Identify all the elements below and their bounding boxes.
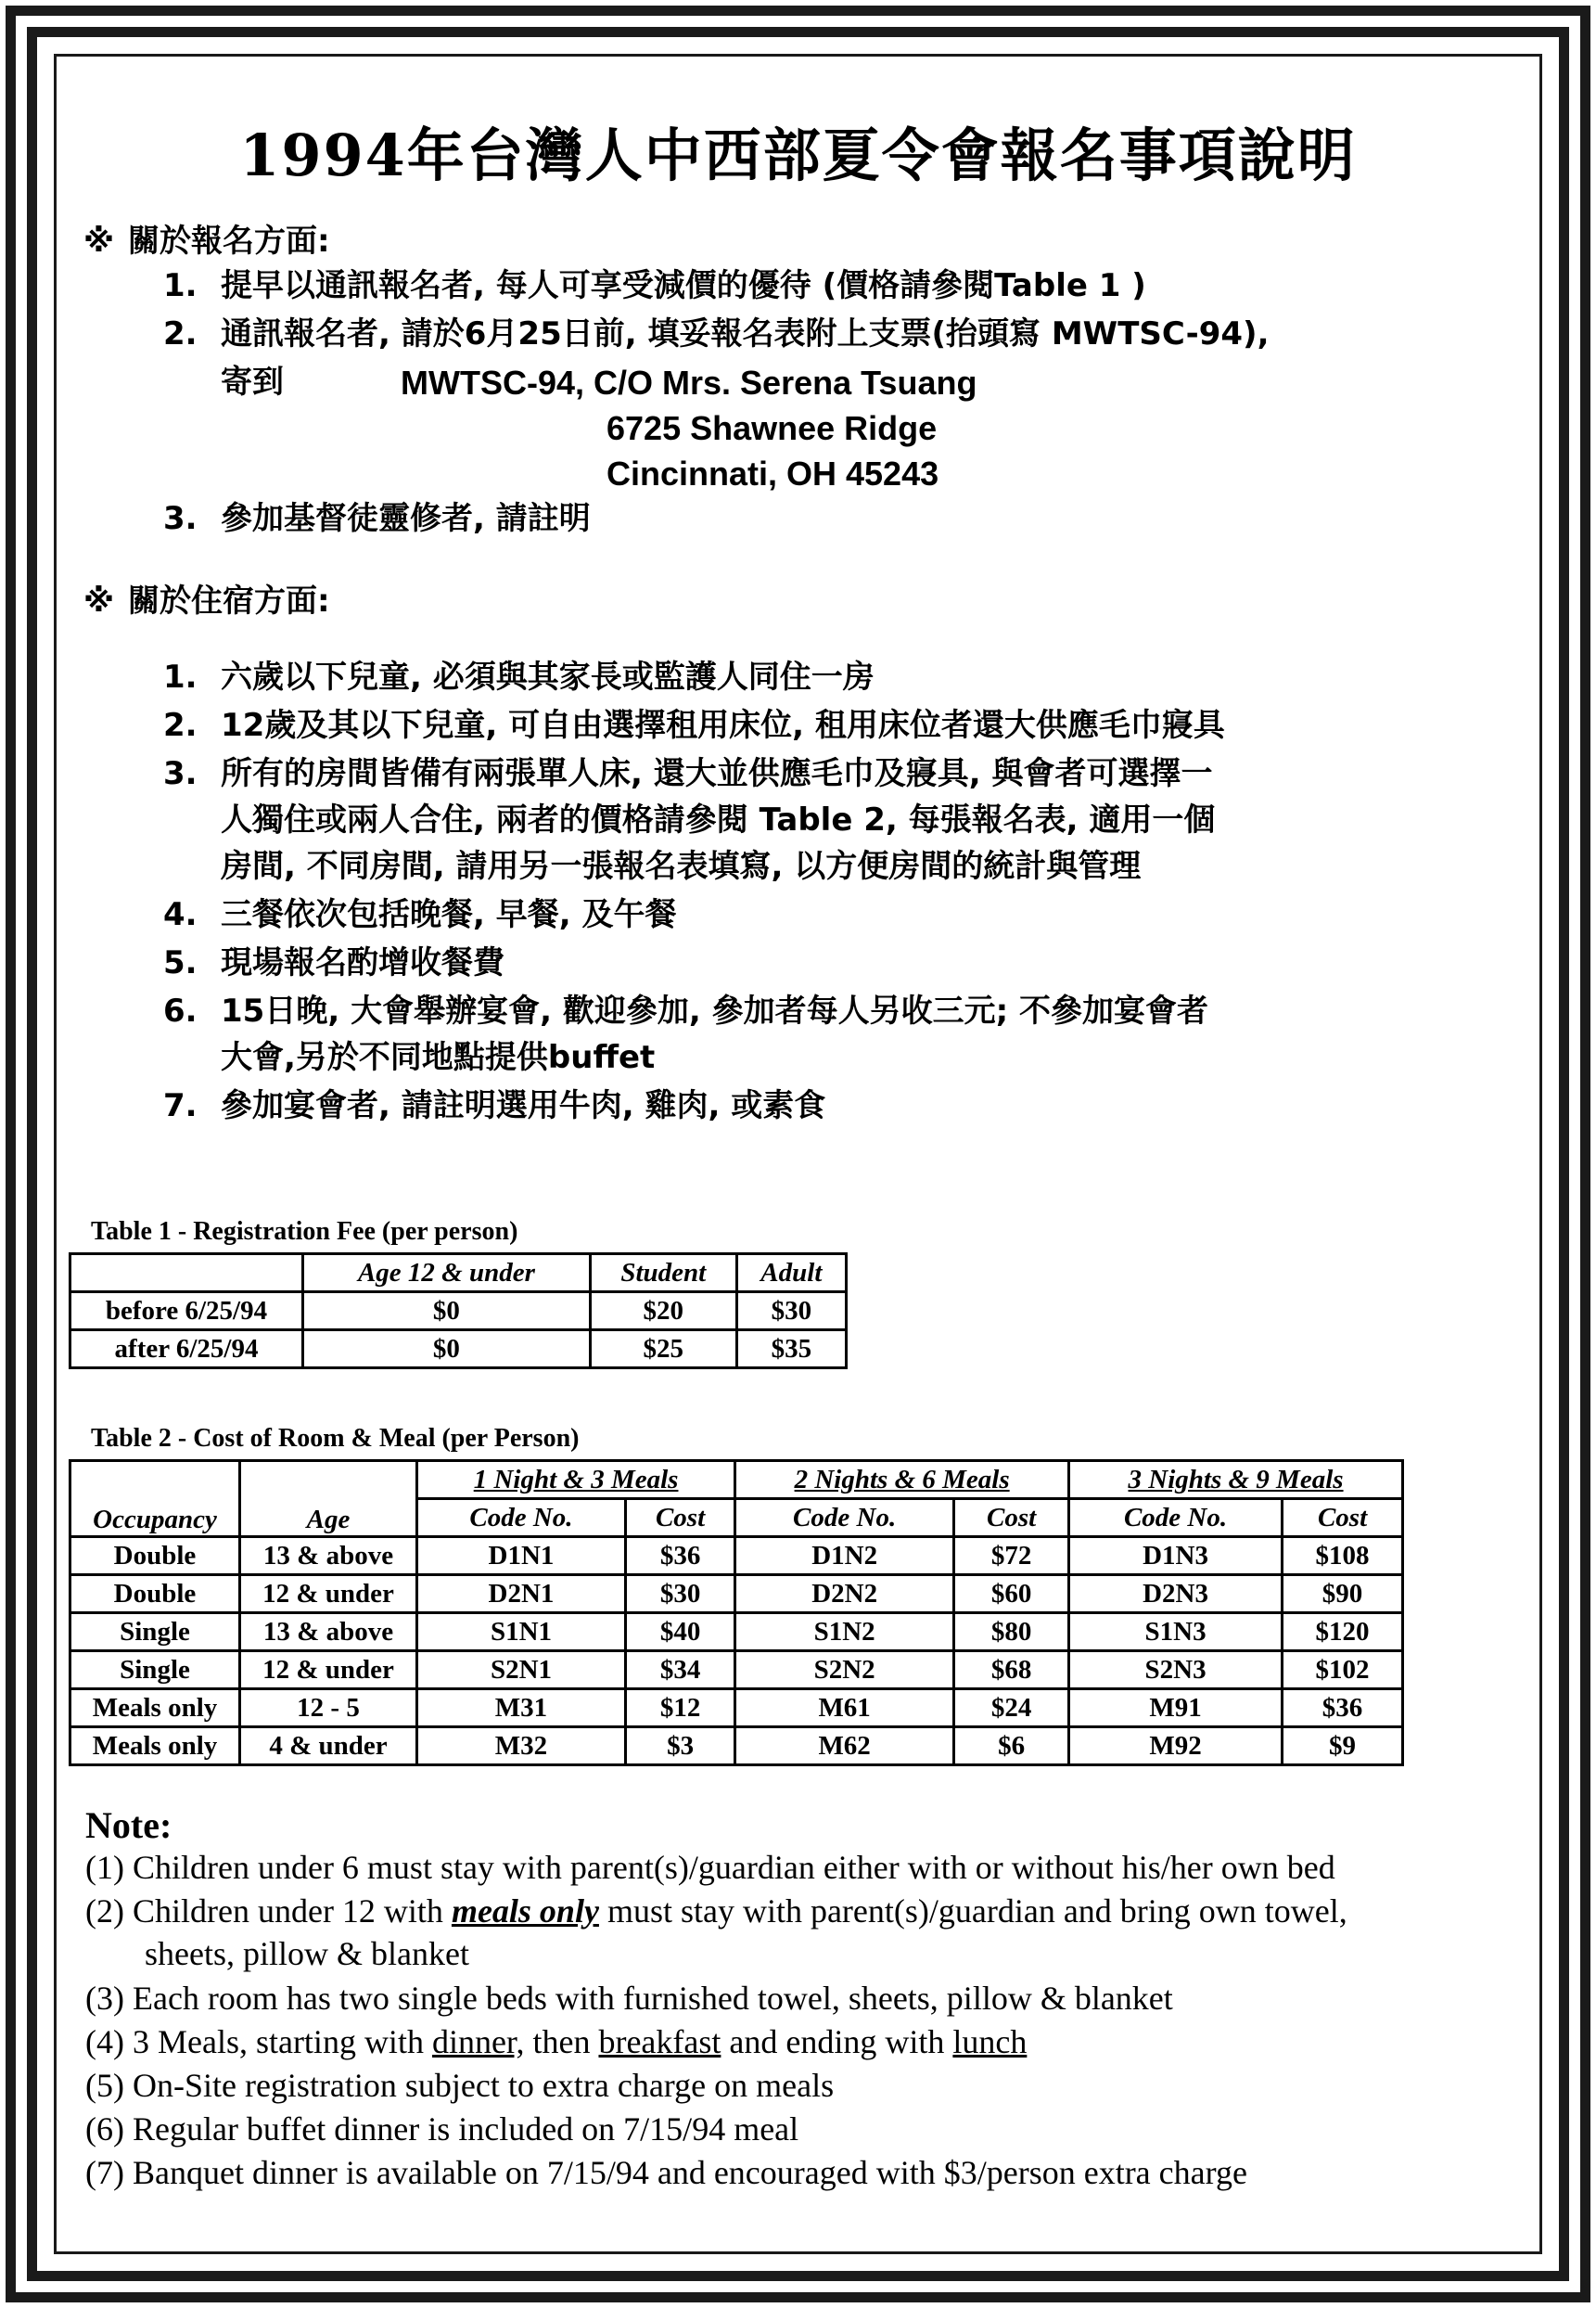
section-heading-text: 關於報名方面: [128, 223, 330, 260]
table-cell: 4 & under [240, 1727, 417, 1765]
table-cell: Double [70, 1537, 240, 1575]
table-cell: M91 [1069, 1689, 1283, 1727]
table-group-header: 3 Nights & 9 Meals [1069, 1461, 1403, 1499]
table-cell: $102 [1283, 1651, 1403, 1689]
table-cell: D1N3 [1069, 1537, 1283, 1575]
table-cell: $0 [303, 1330, 591, 1368]
table-cell: M31 [417, 1689, 626, 1727]
table-cell: 12 & under [240, 1651, 417, 1689]
table-cell: Meals only [70, 1727, 240, 1765]
send-to-label: 寄到 [221, 364, 284, 401]
table-cell: D2N1 [417, 1575, 626, 1613]
table-cell: $3 [625, 1727, 734, 1765]
table-row [70, 1613, 1403, 1651]
table-cell: Meals only [70, 1689, 240, 1727]
table-header-cell: Student [590, 1254, 736, 1292]
table-header-cell: Cost [954, 1499, 1069, 1537]
note-line: (6) Regular buffet dinner is included on 7/15/94 meal [85, 2110, 799, 2148]
note-emphasis: breakfast [598, 2023, 721, 2060]
list-item [163, 940, 1489, 986]
table-cell: M32 [417, 1727, 626, 1765]
item-text: 六歲以下兒童, 必須與其家長或監護人同住一房 [221, 659, 875, 696]
table-cell: $72 [954, 1537, 1069, 1575]
item-number: 1. [163, 267, 198, 304]
table-row [70, 1575, 1403, 1613]
table-cell: M61 [735, 1689, 954, 1727]
table-row [70, 1651, 1403, 1689]
table-header-row [70, 1254, 847, 1292]
table-cell: S1N1 [417, 1613, 626, 1651]
note-line [85, 1890, 1532, 1932]
table-cell: S2N2 [735, 1651, 954, 1689]
item-text: 參加宴會者, 請註明選用牛肉, 雞肉, 或素食 [221, 1087, 826, 1124]
section-heading-lodging [83, 575, 330, 621]
item-text: 三餐依次包括晚餐, 早餐, 及午餐 [221, 896, 677, 933]
table-header-cell: Occupancy [70, 1461, 240, 1537]
table-group-header: 2 Nights & 6 Meals [735, 1461, 1069, 1499]
table-cell: S1N2 [735, 1613, 954, 1651]
table-cell: $9 [1283, 1727, 1403, 1765]
table-header-cell: Code No. [735, 1499, 954, 1537]
table-row [70, 1689, 1403, 1727]
list-item [163, 311, 1489, 357]
note-emphasis: lunch [952, 2023, 1028, 2060]
table-cell: S1N3 [1069, 1613, 1283, 1651]
table-row [70, 1292, 847, 1330]
table-cell: $30 [736, 1292, 846, 1330]
table-cell: $24 [954, 1689, 1069, 1727]
table-cell: Single [70, 1651, 240, 1689]
item-number: 2. [163, 707, 198, 744]
list-item [163, 263, 1489, 309]
notes-heading: Note: [85, 1804, 172, 1846]
note-line: (1) Children under 6 must stay with parent(s)/guardian either with or without his/her own bed [85, 1849, 1335, 1886]
note-line: (7) Banquet dinner is available on 7/15/94 and encouraged with $3/person extra charge [85, 2154, 1247, 2191]
table-header-cell: Adult [736, 1254, 846, 1292]
item-text-continued: 人獨住或兩人合住, 兩者的價格請參閱 Table 2, 每張報名表, 適用一個 [221, 801, 1216, 839]
table-group-header-row [70, 1461, 1403, 1499]
registration-fee-table [69, 1252, 848, 1369]
table-cell: $36 [625, 1537, 734, 1575]
item-text: 參加基督徒靈修者, 請註明 [221, 500, 591, 537]
table-cell: D1N2 [735, 1537, 954, 1575]
table-cell: $80 [954, 1613, 1069, 1651]
table-cell: D1N1 [417, 1537, 626, 1575]
table-cell: after 6/25/94 [70, 1330, 303, 1368]
room-meal-cost-table [69, 1459, 1404, 1766]
table-cell: $60 [954, 1575, 1069, 1613]
note-line [85, 2020, 1532, 2063]
item-text: 現場報名酌增收餐費 [221, 944, 504, 981]
table-cell: 13 & above [240, 1613, 417, 1651]
table-cell: $12 [625, 1689, 734, 1727]
address-line: 6725 Shawnee Ridge [606, 409, 938, 447]
table-header-cell: Code No. [417, 1499, 626, 1537]
table-cell: $0 [303, 1292, 591, 1330]
note-line-continued: sheets, pillow & blanket [145, 1935, 469, 1972]
note-text: must stay with parent(s)/guardian and bring own towel, [598, 1892, 1347, 1930]
table2-caption: Table 2 - Cost of Room & Meal (per Person) [91, 1424, 580, 1453]
item-number: 3. [163, 755, 198, 792]
table-cell: $108 [1283, 1537, 1403, 1575]
table-cell: S2N3 [1069, 1651, 1283, 1689]
table-cell: $6 [954, 1727, 1069, 1765]
table-header-cell: Age 12 & under [303, 1254, 591, 1292]
table-cell: 13 & above [240, 1537, 417, 1575]
page-title: 1994年台灣人中西部夏令會報名事項說明 [239, 122, 1357, 189]
table-cell: S2N1 [417, 1651, 626, 1689]
table-cell: $20 [590, 1292, 736, 1330]
table-cell: $36 [1283, 1689, 1403, 1727]
item-number: 5. [163, 944, 198, 981]
table-header-cell: Cost [625, 1499, 734, 1537]
table-cell: $30 [625, 1575, 734, 1613]
note-line: (3) Each room has two single beds with furnished towel, sheets, pillow & blanket [85, 1980, 1173, 2017]
item-text-continued: 大會,另於不同地點提供buffet [221, 1039, 656, 1076]
list-item [163, 750, 1489, 797]
list-item [163, 891, 1489, 938]
table-cell: M92 [1069, 1727, 1283, 1765]
item-text: 所有的房間皆備有兩張單人床, 還大並供應毛巾及寢具, 與會者可選擇一 [221, 755, 1213, 792]
table-row [70, 1727, 1403, 1765]
table-cell: M62 [735, 1727, 954, 1765]
list-item [163, 702, 1489, 749]
table-cell: $120 [1283, 1613, 1403, 1651]
table-header-cell: Age [240, 1461, 417, 1537]
table-cell: D2N3 [1069, 1575, 1283, 1613]
item-text-continued: 房間, 不同房間, 請用另一張報名表填寫, 以方便房間的統計與管理 [221, 848, 1142, 885]
table-cell: $68 [954, 1651, 1069, 1689]
note-text: (2) Children under 12 with [85, 1892, 452, 1930]
address-line: MWTSC-94, C/O Mrs. Serena Tsuang [401, 364, 977, 402]
item-text: 15日晚, 大會舉辦宴會, 歡迎參加, 參加者每人另收三元; 不參加宴會者 [221, 993, 1209, 1030]
table-cell: before 6/25/94 [70, 1292, 303, 1330]
note-emphasis: meals only [451, 1892, 599, 1930]
table-cell: D2N2 [735, 1575, 954, 1613]
table-group-header: 1 Night & 3 Meals [417, 1461, 735, 1499]
table-header-cell [70, 1254, 303, 1292]
item-number: 1. [163, 659, 198, 696]
table-cell: Single [70, 1613, 240, 1651]
note-text: then [524, 2023, 599, 2060]
table-cell: $35 [736, 1330, 846, 1368]
section-heading-text: 關於住宿方面: [128, 583, 330, 620]
table1-caption: Table 1 - Registration Fee (per person) [91, 1217, 518, 1246]
table-cell: $40 [625, 1613, 734, 1651]
list-item [163, 1083, 1489, 1129]
note-text: and ending with [721, 2023, 953, 2060]
item-number: 3. [163, 500, 198, 537]
note-line: (5) On-Site registration subject to extra charge on meals [85, 2067, 835, 2104]
item-number: 4. [163, 896, 198, 933]
item-number: 6. [163, 993, 198, 1030]
table-cell: $90 [1283, 1575, 1403, 1613]
note-text: (4) 3 Meals, starting with [85, 2023, 432, 2060]
table-cell: Double [70, 1575, 240, 1613]
table-cell: $34 [625, 1651, 734, 1689]
item-text: 12歲及其以下兒童, 可自由選擇租用床位, 租用床位者還大供應毛巾寢具 [221, 707, 1225, 744]
note-emphasis: dinner, [431, 2023, 525, 2060]
reference-mark-icon: ※ [83, 223, 115, 260]
table-cell: 12 - 5 [240, 1689, 417, 1727]
table-row [70, 1537, 1403, 1575]
table-header-cell: Cost [1283, 1499, 1403, 1537]
table-header-cell: Code No. [1069, 1499, 1283, 1537]
table-cell: $25 [590, 1330, 736, 1368]
table-row [70, 1330, 847, 1368]
item-text: 提早以通訊報名者, 每人可享受減價的優待 (價格請參閱Table 1 ) [221, 267, 1146, 304]
reference-mark-icon: ※ [83, 583, 115, 620]
item-number: 7. [163, 1087, 198, 1124]
item-number: 2. [163, 315, 198, 353]
section-heading-registration [83, 215, 330, 261]
address-line: Cincinnati, OH 45243 [606, 455, 939, 493]
list-item [163, 654, 1489, 700]
item-text: 通訊報名者, 請於6月25日前, 填妥報名表附上支票(抬頭寫 MWTSC-94), [221, 315, 1270, 353]
list-item [163, 988, 1489, 1034]
table-cell: 12 & under [240, 1575, 417, 1613]
list-item [163, 495, 1489, 542]
